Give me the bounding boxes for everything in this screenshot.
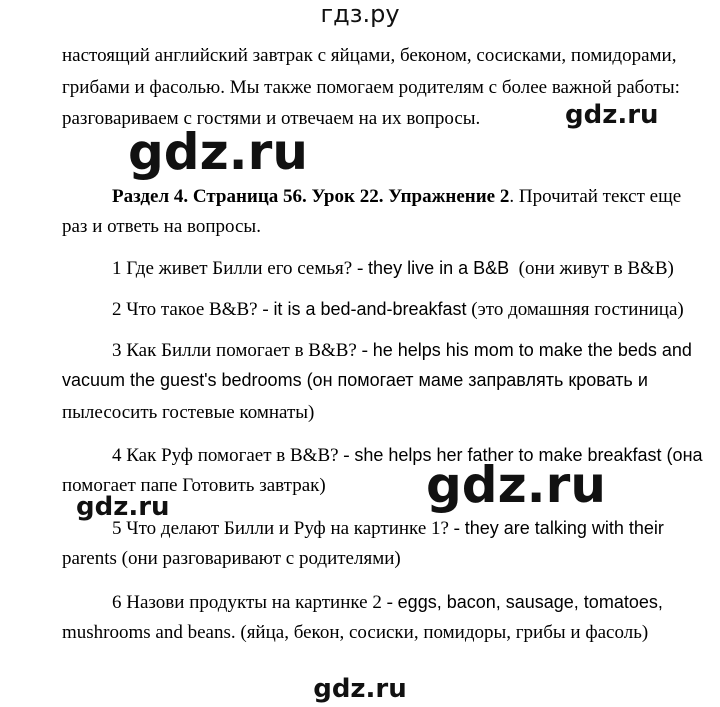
answer-3-line-2: vacuum the guest's bedrooms (он помогает маме заправлять кровать и xyxy=(62,370,648,390)
answer-2 xyxy=(112,297,684,322)
exercise-heading-rest: . Прочитай текст еще xyxy=(509,186,682,207)
site-title: гдз.ру xyxy=(320,0,400,28)
answer-4 xyxy=(112,443,703,468)
answer-1-translation: (они живут в B&B) xyxy=(518,258,674,279)
answer-5-question: 5 Что делают Билли и Руф на картинке 1? - xyxy=(112,518,465,539)
watermark-bottom: gdz.ru xyxy=(313,674,407,704)
answer-6-question: 6 Назови продукты на картинке 2 - xyxy=(112,592,398,613)
answer-3-question: 3 Как Билли помогает в B&B? - xyxy=(112,340,373,361)
answer-5-english: they are talking with their xyxy=(464,518,664,538)
watermark-small-left: gdz.ru xyxy=(76,492,170,522)
intro-line-1: настоящий английский завтрак с яйцами, беконом, сосисками, помидорами, xyxy=(62,45,677,66)
answer-4-question: 4 Как Руф помогает в B&B? - xyxy=(112,445,355,466)
answer-1-english: they live in a B&B xyxy=(368,258,510,278)
answer-3-line-3: пылесосить гостевые комнаты) xyxy=(62,402,315,423)
answer-2-english: it is a bed-and-breakfast xyxy=(273,299,467,319)
exercise-heading-line-2: раз и ответь на вопросы. xyxy=(62,216,261,237)
answer-6 xyxy=(112,590,663,615)
answer-1 xyxy=(112,256,674,281)
exercise-heading-bold: Раздел 4. Страница 56. Урок 22. Упражнение 2 xyxy=(112,186,510,207)
answer-2-question: 2 Что такое B&B? - xyxy=(112,299,274,320)
answer-4-line-2: помогает папе Готовить завтрак) xyxy=(62,475,326,496)
intro-line-3: разговариваем с гостями и отвечаем на их вопросы. xyxy=(62,108,481,129)
answer-6-english: eggs, bacon, sausage, tomatoes, xyxy=(397,592,663,612)
answer-3-english: he helps his mom to make the beds and xyxy=(372,340,692,360)
answer-5 xyxy=(112,516,664,541)
watermark-large-center: gdz.ru xyxy=(426,456,606,514)
answer-1-question: 1 Где живет Билли его семья? - xyxy=(112,258,369,279)
answer-2-translation: (это домашняя гостиница) xyxy=(471,299,684,320)
answer-6-line-2: mushrooms and beans. (яйца, бекон, сосиски, помидоры, грибы и фасоль) xyxy=(62,622,649,643)
answer-5-line-2: parents (они разговаривают с родителями) xyxy=(62,548,401,569)
answer-3 xyxy=(112,338,692,363)
exercise-heading xyxy=(112,185,681,209)
intro-line-2: грибами и фасолью. Мы также помогаем родителям с более важной работы: xyxy=(62,77,680,98)
watermark-top-right: gdz.ru xyxy=(565,100,659,130)
watermark-large-left: gdz.ru xyxy=(128,123,308,181)
answer-4-english: she helps her father to make breakfast (она xyxy=(354,445,703,465)
